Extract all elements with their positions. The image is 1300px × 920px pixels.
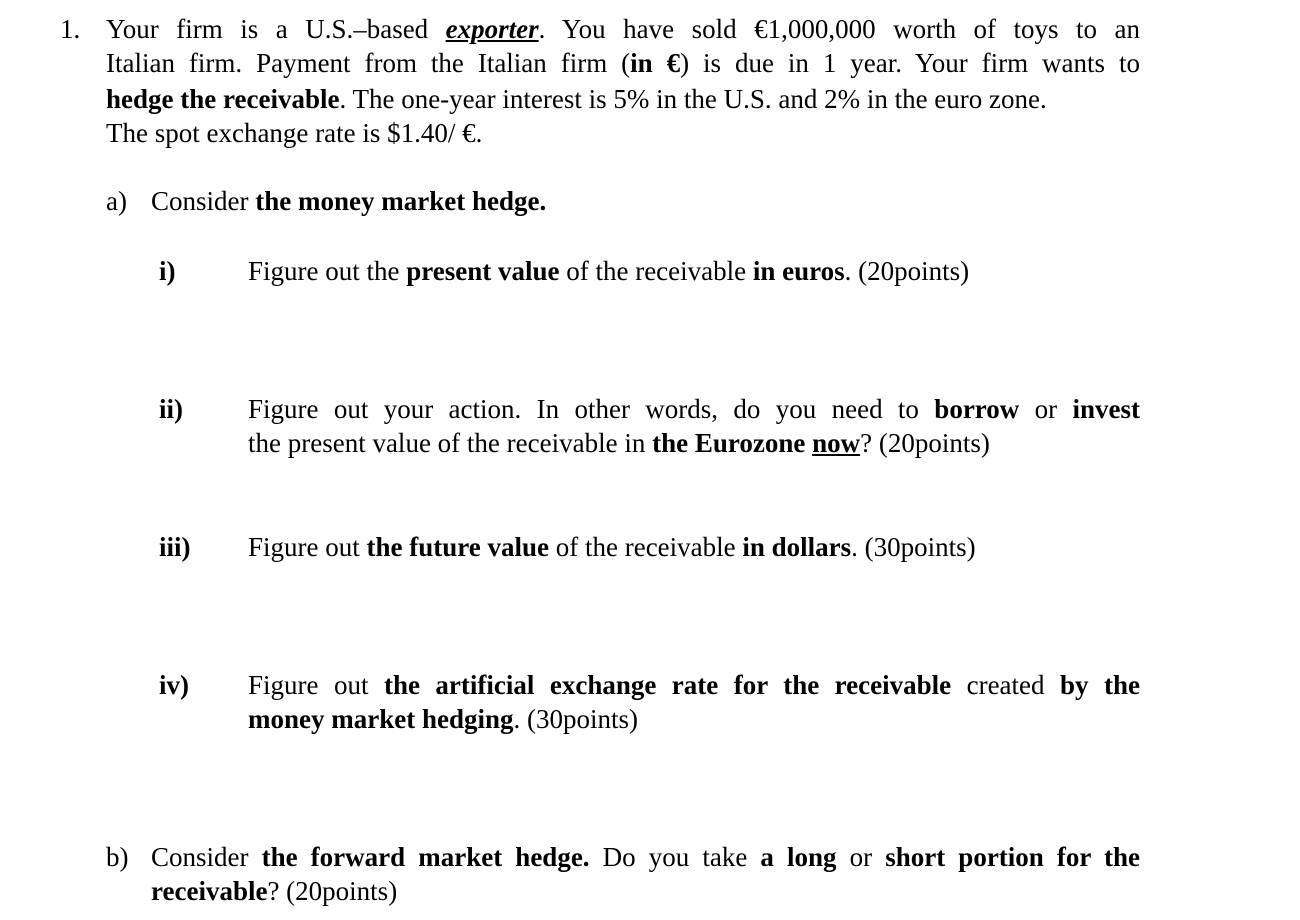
- item-ii-text-line-2: the present value of the receivable in the Eurozone now? (20points): [248, 428, 990, 458]
- item-ii-text-line-1: Figure out your action. In other words, do you need to borrow or invest: [248, 394, 1140, 424]
- hedge-receivable-emphasis: hedge the receivable: [106, 84, 340, 114]
- intro-line-3: hedge the receivable. The one-year interest is 5% in the U.S. and 2% in the euro zone.: [106, 84, 1047, 114]
- exporter-emphasis: exporter: [445, 14, 539, 44]
- item-iv-text-line-2: money market hedging. (30points): [248, 704, 638, 734]
- intro-line-4: The spot exchange rate is $1.40/ €.: [106, 118, 483, 148]
- part-a-label: a): [106, 186, 127, 216]
- item-i-label: i): [159, 256, 176, 286]
- item-iv-text-line-1: Figure out the artificial exchange rate for the receivable created by the: [248, 670, 1140, 700]
- item-i-text: Figure out the present value of the receivable in euros. (20points): [248, 256, 970, 286]
- part-b-text-line-2: receivable? (20points): [151, 876, 398, 906]
- part-a-text: Consider the money market hedge.: [151, 186, 547, 216]
- intro-line-2: Italian firm. Payment from the Italian firm (in €) is due in 1 year. Your firm wants to: [106, 48, 1140, 78]
- question-number: 1.: [60, 14, 81, 44]
- item-iii-text: Figure out the future value of the receivable in dollars. (30points): [248, 532, 976, 562]
- part-b-text-line-1: Consider the forward market hedge. Do you take a long or short portion for the: [151, 842, 1140, 872]
- item-iv-label: iv): [159, 670, 189, 700]
- part-b-label: b): [106, 842, 129, 872]
- item-ii-label: ii): [159, 394, 183, 424]
- intro-line-1: Your firm is a U.S.–based exporter. You have sold €1,000,000 worth of toys to an: [106, 14, 1140, 44]
- item-iii-label: iii): [159, 532, 191, 562]
